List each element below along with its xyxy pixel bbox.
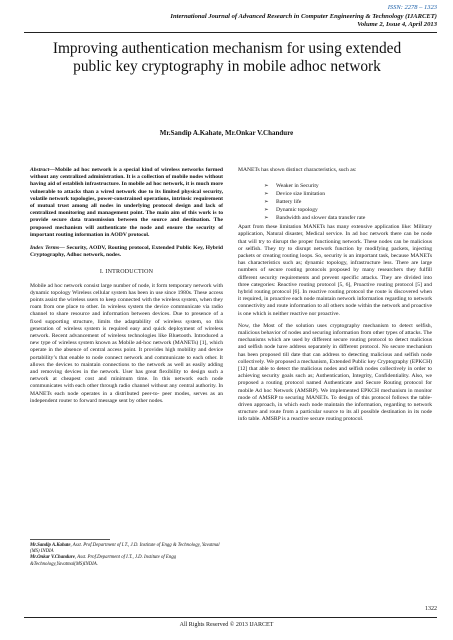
list-item-text: Battery life: [276, 199, 302, 206]
page-number: 1322: [425, 606, 437, 612]
index-terms-text: — Security, AODV, Routing protocol, Extended Public Key, Hybrid Cryptography, Adhoc network, nodes.: [30, 245, 224, 259]
footnote-author-2-affiliation: , Asst. Prof.Department of I.T., J.D. Institute of Engg &Technology,Yavatmal(MS)INDIA.: [30, 555, 177, 567]
abstract: [30, 167, 223, 239]
footnote-author-2-name: Mr.Onkar V.Chandure: [30, 555, 75, 561]
footnote-author-1-name: Mr.Sandip A.Kahate: [30, 543, 71, 548]
footnote-author-2: [30, 555, 230, 567]
characteristics-list: [238, 182, 432, 222]
right-column: [238, 167, 432, 429]
list-item-text: Weaker in Security: [276, 183, 319, 190]
header-rule: [24, 32, 437, 33]
intro-paragraph: Mobile ad hoc network consist large number of node, it form temporary network with dynamic topology Wireless cellular system has been in use since 1980s. These access points assist the wireless users to keep connected with the wireless system, when they roam from one place to other. In wireless system the device communicate via radio channel to share resource and information between devices. Due to presence of a fixed supporting structure, limits the adaptability of wireless system, so this generation of wireless system is required easy and quick deployment of wireless network. Recent advancement of wireless technologies like Bluetooth. Introduced a new type of wireless system known as Mobile ad-hoc network (MANETs) [1], which operate in the absence of central access point. It provides high mobility and device portability’s that enable to node connect network and communicate to each other. It allows the devices to maintain connections to the network as well as easily adding and removing devices in the network. User has great flexibility to design such a network at cheapest cost and minimum time. In this network each node communicates with each other through radio channel without any central authority. In MANETs each node operates in a distributed peer-to- peer modes, serves as an independent router to forward message sent by other nodes.: [30, 282, 223, 404]
journal-volume: Volume 2, Issue 4, April 2013: [357, 21, 437, 28]
cryptography-paragraph: Now, the Most of the solution uses cryptography mechanism to detect selfish, malicious behavior of nodes and securing information from other types of attacks. The mechanisms which are used by different secure routing protocol to detect malicious and selfish node have address separately in different protocol. No secure mechanism has been proposed till date that can address to detecting malicious and selfish node collectively. We proposed a mechanism, Extended Public key Cryptography (EPKCH) [12] that able to detect the malicious nodes and selfish nodes collectively in order to achieving security goals such as; Authentication, Integrity, Confidentiality. Also, we proposed a routing protocol named Authenticate and Secure Routing protocol for mobile Ad hoc Network (AMSRP). We implemented EPKCH mechanism in monitor mode of AMSRP to securing MANETs. To design of this protocol follows the table-driven approach, in which each node maintain the information, regarding to network structure and route from a particular source to its all possible destination in its node info table. AMSRP is a reactive secure routing protocol.: [238, 322, 432, 423]
footnote-author-1: [30, 543, 230, 555]
arrow-bullet-icon: ➢: [264, 207, 269, 214]
arrow-bullet-icon: ➢: [264, 215, 269, 222]
list-item: [264, 182, 432, 190]
list-item: [264, 214, 432, 222]
characteristics-intro: MANETs has shown distinct characteristics, such as:: [238, 167, 357, 173]
index-terms-label: Index Terms: [30, 245, 60, 252]
abstract-text: —Mobile ad hoc network is a special kind of wireless networks formed without any centralized administration. It is a collection of mobile nodes without having aid of establish infrastructure. In mobile ad hoc network, it is much more vulnerable to attacks than a wired network due to its limited physical security, volatile network topologies, power-constrained operations, intrinsic requirement of mutual trust among all nodes in underlying protocol design and lack of centralized monitoring and management point. The main aim of this work is to provide secure data transmission between the source and destination. The proposed mechanism will authenticate the node and ensure the security of important routing information in AODV protocol.: [30, 167, 223, 238]
applications-paragraph: Apart from these limitation MANETs has many extensive application like: Military application, Natural disaster, Medical service. In ad hoc network there can be node that will try to disrupt the proper functioning network. These nodes can be malicious or selfish. They try to disrupt network function by modifying packets, injecting packets or creating routing loops. So, security is an important task, because MANETs has characteristics such as; dynamic topology, infrastructure less. There are large numbers of secure routing protocols proposed by many researchers they fulfill different security requirements and prevent specific attacks. They are divided into three categories: Reactive routing protocol [5, 6], Proactive routing protocol [5] and hybrid routing protocol [6]. In reactive routing protocol the route is discovered when it required, in proactive each node maintain network information regarding to network connectivity and route information to all others node within the network and proactive is one which is neither reactive nor proactive.: [238, 224, 432, 317]
footer-rule: [24, 617, 437, 618]
left-column: [30, 167, 223, 410]
issn-label: ISSN: 2278 – 1323: [387, 4, 437, 11]
arrow-bullet-icon: ➢: [264, 183, 269, 190]
paper-authors: Mr.Sandip A.Kahate, Mr.Onkar V.Chandure: [159, 129, 294, 137]
arrow-bullet-icon: ➢: [264, 199, 269, 206]
list-item-text: Bandwidth and slower data transfer rate: [276, 215, 366, 222]
index-terms: [30, 245, 223, 259]
list-item: [264, 190, 432, 198]
arrow-bullet-icon: ➢: [264, 191, 269, 198]
footnote-author-1-affiliation: , Asst. Prof.Department of I.T., J.D. Institute of Engg & Technology, Yavatmal (MS) INDIA: [30, 543, 220, 555]
abstract-label: Abstract: [30, 167, 50, 173]
journal-header: [57, 13, 437, 29]
copyright-notice: All Rights Reserved © 2013 IJARCET: [179, 622, 274, 628]
list-item-text: Device size limitation: [276, 191, 326, 198]
paper-title: Improving authentication mechanism for using extended public key cryptography in mobile adhoc network: [52, 40, 402, 75]
footnote-rule: [30, 539, 110, 540]
list-item: [264, 206, 432, 214]
author-footnotes: [30, 543, 230, 568]
journal-name: International Journal of Advanced Research in Computer Engineering & Technology (IJARCET): [170, 13, 437, 20]
list-item: [264, 198, 432, 206]
list-item-text: Dynamic topology: [276, 207, 318, 214]
section-heading: I. INTRODUCTION: [99, 269, 154, 276]
